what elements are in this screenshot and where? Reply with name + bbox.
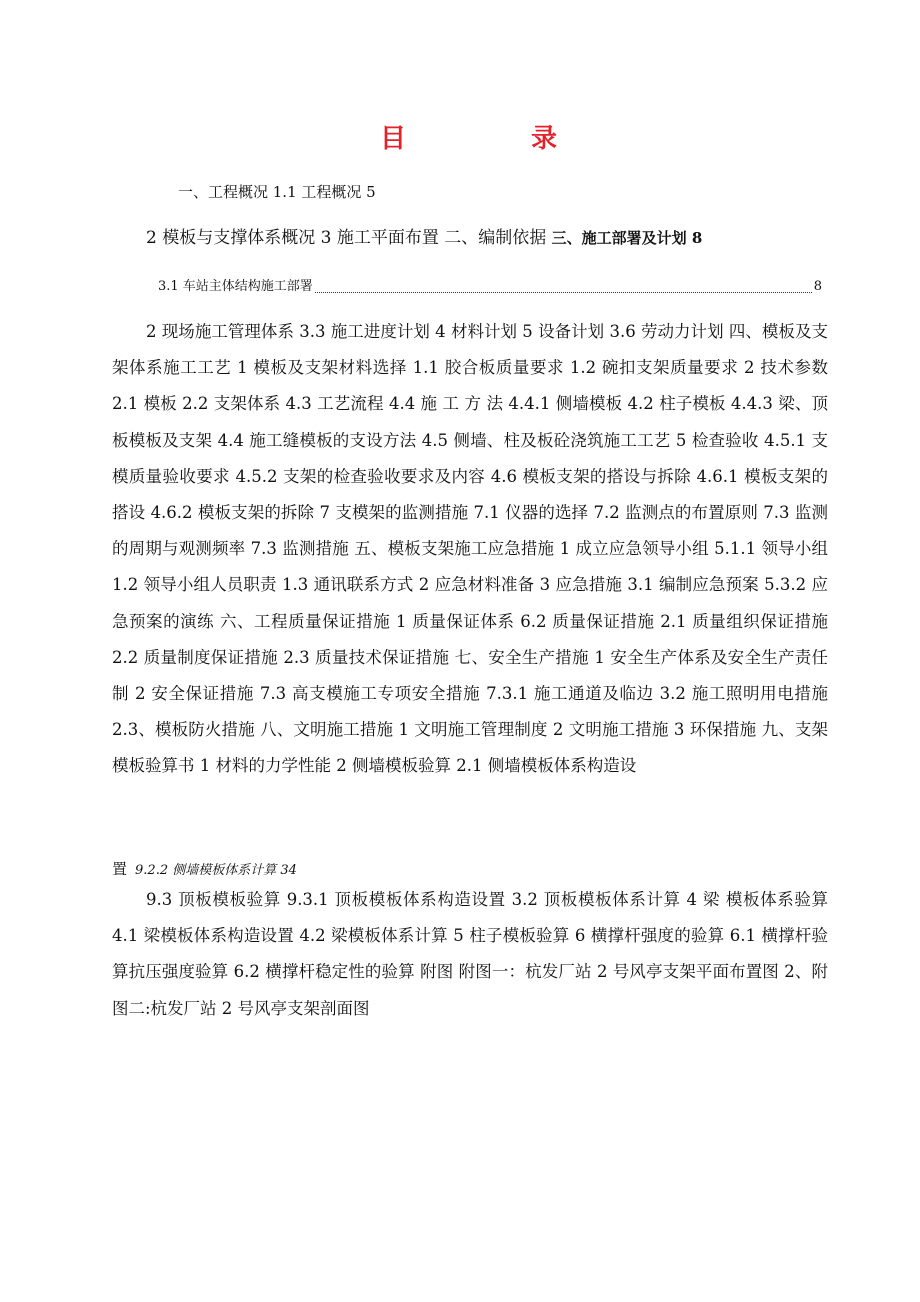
toc-paragraph-appendix: 9.3 顶板模板验算 9.3.1 顶板模板体系构造设置 3.2 顶板模板体系计算 4 梁 模板体系验算 4.1 梁模板体系构造设置 4.2 梁模板体系计算 5 柱子模板验算 6 横撑杆强度的验算 6.1 横撑杆验算抗压强度验算 6.2 横撑杆稳定性的验算 附图 附图一：杭发厂站 2 号风亭支架平面布置图 2、附图二:杭发厂站 2 号风亭支架剖面图 (112, 890, 828, 1018)
toc-entry-3-1[interactable] (158, 275, 822, 299)
toc-line-zhi: 置 (112, 860, 128, 878)
toc-line-2-bold-text: 三、施工部署及计划 8 (551, 229, 703, 247)
toc-entry-3-1-page: 8 (813, 279, 822, 294)
toc-entry-3-1-label: 3.1 车站主体结构施工部署 (158, 279, 313, 294)
toc-line-italic-entry: 9.2.2 侧墙模板体系计算 34 (135, 863, 297, 878)
toc-leader-dots (315, 291, 812, 293)
toc-line-2-text: 2 模板与支撑体系概况 3 施工平面布置 二、编制依据 (146, 228, 552, 248)
toc-line-side-wall-calc (112, 858, 297, 879)
toc-paragraph-main: 2 现场施工管理体系 3.3 施工进度计划 4 材料计划 5 设备计划 3.6 劳动力计划 四、模板及支架体系施工工艺 1 模板及支架材料选择 1.1 胶合板质量要求 1.2 碗扣支架质量要求 2 技术参数 2.1 模板 2.2 支架体系 4.3 工艺流程 4.4 施 工 方 法 4.4.1 侧墙模板 4.2 柱子模板 4.4.3 梁、顶板模板及支架 4.4 施工缝模板的支设方法 4.5 侧墙、柱及板砼浇筑施工工艺 5 检查验收 4.5.1 支模质量验收要求 4.5.2 支架的检查验收要求及内容 4.6 模板支架的搭设与拆除 4.6.1 模板支架的搭设 4.6.2 模板支架的拆除 7 支模架的监测措施 7.1 仪器的选择 7.2 监测点的布置原则 7.3 监测的周期与观测频率 7.3 监测措施 五、模板支架施工应急措施 1 成立应急领导小组 5.1.1 领导小组 1.2 领导小组人员职责 1.3 通讯联系方式 2 应急材料准备 3 应急措施 3.1 编制应急预案 5.3.2 应急预案的演练 六、工程质量保证措施 1 质量保证体系 6.2 质量保证措施 2.1 质量组织保证措施 2.2 质量制度保证措施 2.3 质量技术保证措施 七、安全生产措施 1 安全生产体系及安全生产责任制 2 安全保证措施 7.3 高支模施工专项安全措施 7.3.1 施工通道及临边 3.2 施工照明用电措施 2.3、模板防火措施 八、文明施工措施 1 文明施工管理制度 2 文明施工措施 3 环保措施 九、支架模板验算书 1 材料的力学性能 2 侧墙模板验算 2.1 侧墙模板体系构造设 (112, 322, 828, 776)
toc-line-engineering-overview: 一、工程概况 1.1 工程概况 5 (178, 183, 376, 201)
toc-line-formwork-overview (146, 226, 702, 250)
toc-title: 目 录 (379, 124, 616, 154)
